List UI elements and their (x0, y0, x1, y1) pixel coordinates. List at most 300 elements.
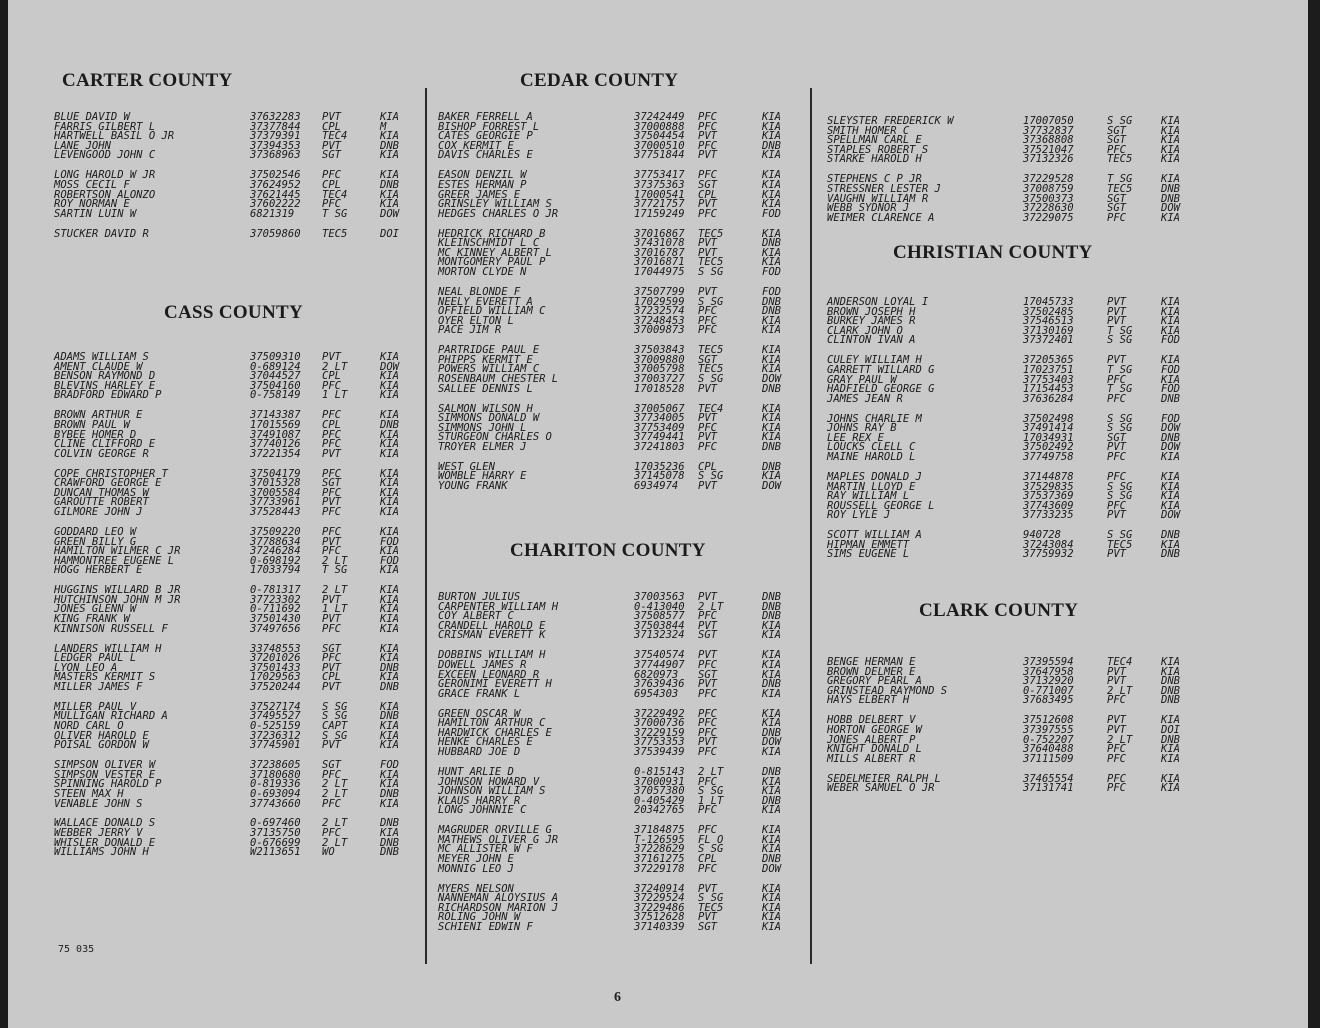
entry-rank: 2 LT (1107, 733, 1133, 746)
entry-status: KIA (1161, 143, 1180, 156)
entry-status: KIA (380, 700, 399, 713)
entry-serial-number: 37502485 (1023, 305, 1074, 318)
entry-rank: PFC (1107, 694, 1126, 707)
entry-status: KIA (380, 768, 399, 781)
entry-name: SPELLMAN CARL E (827, 134, 922, 147)
entry-rank: PFC (1107, 451, 1126, 463)
entry-name: CLINE CLIFFORD E (54, 438, 156, 451)
entry-serial-number: 0-752207 (1023, 733, 1074, 746)
entry-rank: PFC (322, 486, 341, 499)
entry-status: DOW (762, 480, 781, 492)
entry-serial-number: 37732837 (1023, 124, 1074, 137)
entry-name: SIMPSON OLIVER W (54, 759, 156, 772)
entry-rank: PFC (698, 139, 717, 152)
entry-serial-number: 37132324 (634, 629, 685, 642)
entry-status: DNB (762, 610, 781, 623)
entry-rank: PVT (698, 882, 717, 895)
entry-name: GRACE FRANK L (438, 687, 521, 700)
entry-name: MILLER PAUL V (54, 700, 137, 713)
entry-name: ADAMS WILLIAM S (54, 351, 149, 363)
entry-status: KIA (380, 409, 399, 422)
entry-rank: PFC (698, 169, 717, 182)
entry-serial-number: 37238605 (250, 759, 301, 772)
entry-serial-number: 17159249 (634, 207, 685, 220)
entry-name: HOBB DELBERT V (827, 714, 916, 727)
entry-serial-number: 37005067 (634, 402, 685, 415)
entry-serial-number: 37180680 (250, 768, 301, 781)
roster-page (8, 0, 1308, 1028)
entry-serial-number: 37111509 (1023, 752, 1074, 765)
county-heading: CLARK COUNTY (919, 600, 1079, 621)
entry-serial-number: 37546513 (1023, 315, 1074, 328)
entry-status: KIA (762, 324, 781, 337)
entry-rank: 2 LT (698, 765, 724, 778)
entry-status: KIA (762, 169, 781, 182)
entry-name: HUBBARD JOE D (438, 746, 521, 758)
entry-status: KIA (762, 198, 781, 211)
entry-rank: FL O (698, 833, 724, 846)
entry-serial-number: T-126595 (634, 833, 685, 846)
entry-name: MONNIG LEO J (438, 862, 514, 875)
entry-serial-number: 37000736 (634, 717, 685, 730)
entry-status: DNB (1161, 431, 1180, 444)
entry-name: HUNT ARLIE D (438, 765, 514, 778)
entry-rank: SGT (698, 629, 717, 642)
entry-name: CRISMAN EVERETT K (438, 629, 546, 642)
entry-rank: SGT (698, 920, 717, 933)
entry-status: DOW (762, 736, 781, 749)
entry-rank: PFC (1107, 470, 1126, 483)
entry-rank: S SG (322, 710, 348, 723)
entry-name: LEVENGOOD JOHN C (54, 149, 156, 162)
entry-serial-number: 37734005 (634, 412, 685, 425)
entry-name: KLEINSCHMIDT L C (438, 237, 540, 250)
entry-status: KIA (380, 188, 399, 201)
entry-status: KIA (762, 892, 781, 905)
entry-name: HARDWICK CHARLES E (438, 726, 552, 739)
entry-status: KIA (380, 379, 399, 392)
entry-rank: SGT (322, 477, 341, 490)
entry-status: DNB (762, 440, 781, 453)
entry-rank: PFC (1107, 211, 1126, 224)
entry-name: MEYER JOHN E (438, 853, 514, 865)
entry-name: WEBBER JERRY V (54, 827, 143, 839)
entry-serial-number: 37395594 (1023, 656, 1074, 668)
entry-serial-number: 37379391 (250, 130, 301, 143)
entry-name: LONG JOHNNIE C (438, 804, 527, 817)
entry-status: KIA (380, 438, 399, 451)
entry-status: KIA (762, 421, 781, 434)
entry-name: LEDGER PAUL L (54, 652, 137, 665)
entry-status: DNB (380, 661, 399, 674)
entry-name: HENKE CHARLES E (438, 736, 533, 749)
entry-status: KIA (762, 668, 781, 681)
entry-rank: 2 LT (322, 836, 348, 849)
entry-name: BAKER FERRELL A (438, 111, 533, 123)
entry-serial-number: 37520244 (250, 680, 301, 693)
entry-rank: TEC5 (698, 344, 724, 357)
entry-status: KIA (762, 431, 781, 444)
entry-name: EASON DENZIL W (438, 169, 527, 182)
entry-name: STRESSNER LESTER J (827, 182, 941, 195)
entry-name: JONES ALBERT P (827, 733, 916, 746)
entry-serial-number: 0-819336 (250, 778, 301, 791)
entry-rank: PFC (698, 305, 717, 318)
entry-status: KIA (380, 603, 399, 616)
entry-status: KIA (380, 351, 399, 363)
entry-name: CARPENTER WILLIAM H (438, 600, 559, 613)
entry-rank: 1 LT (698, 794, 724, 807)
entry-rank: PVT (1107, 509, 1126, 522)
entry-rank: CPL (322, 370, 341, 383)
entry-status: KIA (1161, 714, 1180, 727)
entry-serial-number: 37201026 (250, 652, 301, 665)
entry-serial-number: 37740126 (250, 438, 301, 451)
entry-rank: S SG (698, 295, 724, 308)
entry-name: CLARK JOHN O (827, 324, 903, 337)
entry-status: KIA (1161, 451, 1180, 463)
entry-status: KIA (1161, 470, 1180, 483)
entry-serial-number: 0-698192 (250, 554, 301, 567)
entry-name: JOHNS RAY B (827, 422, 897, 435)
entry-name: GERONIMI EVERETT H (438, 678, 552, 691)
entry-serial-number: 37749441 (634, 431, 685, 444)
entry-name: JOHNS CHARLIE M (827, 412, 922, 425)
entry-status: KIA (762, 658, 781, 671)
entry-status: KIA (762, 619, 781, 632)
entry-rank: TEC5 (1107, 538, 1133, 551)
entry-serial-number: 37135750 (250, 827, 301, 839)
entry-serial-number: 0-771007 (1023, 684, 1074, 697)
entry-status: KIA (380, 564, 399, 577)
entry-rank: SGT (322, 149, 341, 162)
entry-serial-number: 37131741 (1023, 782, 1074, 795)
entry-status: FOD (1161, 334, 1180, 347)
entry-serial-number: 37500373 (1023, 192, 1074, 205)
entry-serial-number: 37491414 (1023, 422, 1074, 435)
entry-status: KIA (380, 149, 399, 162)
entry-status: KIA (762, 882, 781, 895)
entry-name: HORTON GEORGE W (827, 723, 922, 736)
entry-name: WEST GLEN (438, 460, 495, 473)
entry-status: KIA (762, 785, 781, 798)
entry-name: CRAWFORD GEORGE E (54, 477, 162, 490)
entry-serial-number: 37465554 (1023, 772, 1074, 785)
entry-serial-number: 37502546 (250, 169, 301, 182)
entry-rank: 2 LT (322, 554, 348, 567)
entry-name: DOWELL JAMES R (438, 658, 527, 671)
entry-serial-number: 37733961 (250, 496, 301, 509)
entry-status: DNB (762, 139, 781, 152)
entry-rank: S SG (1107, 490, 1133, 503)
entry-name: BROWN PAUL W (54, 418, 130, 431)
entry-status: FOD (380, 554, 399, 567)
entry-name: HUTCHINSON JOHN M JR (54, 593, 181, 606)
entry-serial-number: 37744907 (634, 658, 685, 671)
entry-name: HAMILTON WILMER C JR (54, 545, 181, 558)
entry-name: MARTIN LLOYD E (827, 480, 916, 493)
entry-rank: S SG (322, 729, 348, 742)
entry-status: KIA (762, 314, 781, 327)
entry-serial-number: 37377844 (250, 120, 301, 133)
entry-name: ESTES HERMAN P (438, 178, 527, 191)
entry-name: DOBBINS WILLIAM H (438, 649, 546, 662)
entry-status: DOW (762, 373, 781, 385)
entry-rank: PVT (1107, 723, 1126, 736)
entry-name: COLVIN GEORGE R (54, 447, 149, 460)
entry-serial-number: 37397555 (1023, 723, 1074, 736)
entry-name: JOHNSON WILLIAM S (438, 785, 546, 798)
entry-name: OYER ELTON L (438, 314, 514, 327)
entry-status: KIA (1161, 743, 1180, 756)
entry-rank: PFC (698, 324, 717, 337)
entry-rank: PVT (698, 285, 717, 298)
entry-rank: PFC (698, 440, 717, 453)
entry-name: JAMES JEAN R (827, 392, 903, 405)
entry-rank: PFC (1107, 499, 1126, 512)
entry-rank: PVT (1107, 714, 1126, 727)
entry-name: COY ALBERT C (438, 610, 514, 623)
entry-serial-number: 37236312 (250, 729, 301, 742)
entry-serial-number: 37504454 (634, 130, 685, 143)
entry-serial-number: 37229524 (634, 892, 685, 905)
entry-status: KIA (380, 198, 399, 211)
entry-serial-number: 37683495 (1023, 694, 1074, 707)
entry-serial-number: 6934974 (634, 480, 679, 492)
entry-rank: TEC4 (698, 402, 724, 415)
entry-rank: PFC (698, 862, 717, 875)
entry-rank: PVT (698, 678, 717, 691)
entry-name: MILLS ALBERT R (827, 752, 916, 765)
entry-name: SIMMONS DONALD W (438, 412, 540, 425)
entry-serial-number: 37246284 (250, 545, 301, 558)
entry-serial-number: 17045733 (1023, 296, 1074, 308)
entry-serial-number: 37140339 (634, 920, 685, 933)
entry-status: DNB (762, 305, 781, 318)
entry-status: DNB (380, 139, 399, 152)
entry-status: KIA (1161, 373, 1180, 386)
entry-status: DOW (1161, 422, 1180, 435)
entry-rank: TEC4 (322, 130, 348, 143)
entry-status: DNB (380, 787, 399, 800)
entry-name: SMITH HOMER C (827, 124, 910, 137)
entry-rank: CPL (322, 418, 341, 431)
entry-name: NORD CARL O (54, 720, 124, 732)
entry-rank: PFC (1107, 782, 1126, 795)
entry-serial-number: 37743660 (250, 797, 301, 810)
entry-status: KIA (380, 545, 399, 558)
entry-serial-number: 37000510 (634, 139, 685, 152)
entry-status: KIA (762, 363, 781, 376)
entry-rank: SGT (322, 759, 341, 772)
entry-rank: CAPT (322, 720, 348, 732)
entry-status: KIA (380, 827, 399, 839)
entry-status: DNB (762, 726, 781, 739)
entry-status: FOD (1161, 383, 1180, 396)
entry-name: BENSON RAYMOND D (54, 370, 156, 383)
entry-rank: PFC (698, 824, 717, 837)
entry-serial-number: 0-689124 (250, 360, 301, 373)
entry-name: MC KINNEY ALBERT L (438, 246, 552, 259)
entry-rank: PFC (698, 314, 717, 327)
entry-status: KIA (380, 613, 399, 625)
column-divider-right (810, 88, 812, 964)
entry-status: KIA (762, 901, 781, 914)
entry-status: KIA (380, 671, 399, 684)
entry-serial-number: 17029563 (250, 671, 301, 684)
entry-serial-number: 37132920 (1023, 675, 1074, 688)
entry-rank: S SG (1107, 529, 1133, 542)
entry-rank: S SG (1107, 115, 1133, 127)
entry-rank: PFC (698, 707, 717, 720)
entry-rank: PFC (1107, 373, 1126, 386)
entry-rank: PVT (698, 130, 717, 143)
entry-status: KIA (1161, 211, 1180, 224)
entry-serial-number: 37144878 (1023, 470, 1074, 483)
entry-rank: 2 LT (322, 360, 348, 373)
entry-name: GREGORY PEARL A (827, 675, 922, 688)
entry-serial-number: 33748553 (250, 642, 301, 655)
entry-rank: TEC5 (1107, 153, 1133, 166)
entry-serial-number: 37640488 (1023, 743, 1074, 756)
entry-name: CATES GEORGIE P (438, 130, 533, 143)
entry-rank: PFC (698, 804, 717, 817)
entry-name: SARTIN LUIN W (54, 207, 137, 220)
entry-serial-number: 0-693094 (250, 787, 301, 800)
entry-rank: CPL (698, 853, 717, 865)
entry-serial-number: 37503844 (634, 619, 685, 632)
entry-serial-number: 37229178 (634, 862, 685, 875)
entry-serial-number: 17154453 (1023, 383, 1074, 396)
entry-status: KIA (380, 130, 399, 143)
entry-name: BISHOP FORREST L (438, 120, 540, 133)
entry-serial-number: 37132326 (1023, 153, 1074, 166)
entry-status: KIA (762, 824, 781, 837)
entry-name: MAPLES DONALD J (827, 470, 922, 483)
entry-status: KIA (1161, 782, 1180, 795)
entry-name: CULEY WILLIAM H (827, 354, 922, 367)
entry-name: SALLEE DENNIS L (438, 382, 533, 395)
entry-name: GAROUTTE ROBERT (54, 496, 149, 509)
entry-rank: PFC (1107, 392, 1126, 405)
entry-rank: SGT (1107, 192, 1126, 205)
entry-name: WALLACE DONALD S (54, 817, 156, 830)
entry-rank: PFC (322, 768, 341, 781)
entry-serial-number: 37229159 (634, 726, 685, 739)
entry-name: HAMILTON ARTHUR C (438, 717, 546, 730)
entry-status: KIA (380, 593, 399, 606)
entry-name: DUNCAN THOMAS W (54, 486, 149, 499)
entry-rank: PVT (698, 480, 717, 492)
entry-rank: PFC (322, 198, 341, 211)
entry-status: KIA (380, 739, 399, 752)
entry-name: AMENT CLAUDE W (54, 360, 143, 373)
entry-status: KIA (762, 707, 781, 720)
entry-status: KIA (762, 120, 781, 133)
entry-rank: SGT (698, 353, 717, 366)
entry-name: BLEVINS HARLEY E (54, 379, 156, 392)
entry-status: KIA (762, 188, 781, 201)
entry-name: ROLING JOHN W (438, 911, 521, 924)
entry-name: BURKEY JAMES R (827, 315, 916, 328)
entry-name: NEELY EVERETT A (438, 295, 533, 308)
entry-status: KIA (380, 729, 399, 742)
entry-serial-number: 37743609 (1023, 499, 1074, 512)
entry-serial-number: 37529835 (1023, 480, 1074, 493)
entry-rank: PFC (322, 797, 341, 810)
entry-status: DNB (380, 817, 399, 830)
entry-status: DNB (762, 794, 781, 807)
entry-name: LYON LEO A (54, 661, 118, 674)
county-heading: CARTER COUNTY (62, 70, 233, 91)
entry-serial-number: 37228630 (1023, 202, 1074, 215)
entry-status: KIA (1161, 490, 1180, 503)
entry-serial-number: 0-676699 (250, 836, 301, 849)
entry-serial-number: 37009873 (634, 324, 685, 337)
entry-name: WEBER SAMUEL O JR (827, 782, 935, 795)
entry-status: DNB (1161, 694, 1180, 707)
entry-rank: CPL (698, 460, 717, 473)
entry-rank: TEC4 (322, 188, 348, 201)
entry-rank: S SG (698, 843, 724, 856)
entry-status: FOD (1161, 412, 1180, 425)
entry-serial-number: 37243084 (1023, 538, 1074, 551)
entry-rank: PVT (322, 447, 341, 460)
entry-status: DNB (380, 846, 399, 859)
entry-serial-number: 37753353 (634, 736, 685, 749)
entry-rank: PVT (322, 739, 341, 752)
entry-rank: PFC (322, 467, 341, 480)
entry-serial-number: 17023751 (1023, 363, 1074, 376)
entry-serial-number: 37143387 (250, 409, 301, 422)
entry-rank: PFC (698, 726, 717, 739)
entry-name: MILLER JAMES F (54, 680, 143, 693)
entry-serial-number: 37205365 (1023, 354, 1074, 367)
document-code: 75 035 (58, 944, 95, 955)
entry-rank: SGT (1107, 431, 1126, 444)
entry-name: HADFIELD GEORGE G (827, 383, 935, 396)
entry-serial-number: 37016871 (634, 256, 685, 269)
entry-serial-number: 37229492 (634, 707, 685, 720)
entry-rank: PVT (698, 149, 717, 162)
entry-rank: PFC (1107, 752, 1126, 765)
entry-name: BURTON JULIUS (438, 591, 521, 603)
entry-serial-number: 37759932 (1023, 548, 1074, 561)
entry-rank: PFC (698, 658, 717, 671)
entry-rank: PVT (1107, 665, 1126, 678)
entry-serial-number: 17033794 (250, 564, 301, 577)
entry-serial-number: 37229528 (1023, 173, 1074, 186)
entry-rank: S SG (698, 470, 724, 483)
entry-name: VENABLE JOHN S (54, 797, 143, 810)
entry-rank: PVT (698, 431, 717, 444)
entry-status: KIA (1161, 305, 1180, 318)
entry-name: GRINSLEY WILLIAM S (438, 198, 552, 211)
entry-status: DNB (762, 237, 781, 250)
entry-status: KIA (762, 746, 781, 758)
entry-status: KIA (380, 778, 399, 791)
entry-rank: S SG (698, 892, 724, 905)
entry-rank: 2 LT (1107, 684, 1133, 697)
entry-status: KIA (380, 652, 399, 665)
entry-status: KIA (380, 797, 399, 810)
entry-status: DNB (1161, 182, 1180, 195)
entry-name: WEBB SYDNOR J (827, 202, 910, 215)
entry-serial-number: 37504160 (250, 379, 301, 392)
entry-name: MAGRUDER ORVILLE G (438, 824, 552, 837)
entry-status: KIA (762, 178, 781, 191)
entry-rank: PVT (698, 591, 717, 603)
